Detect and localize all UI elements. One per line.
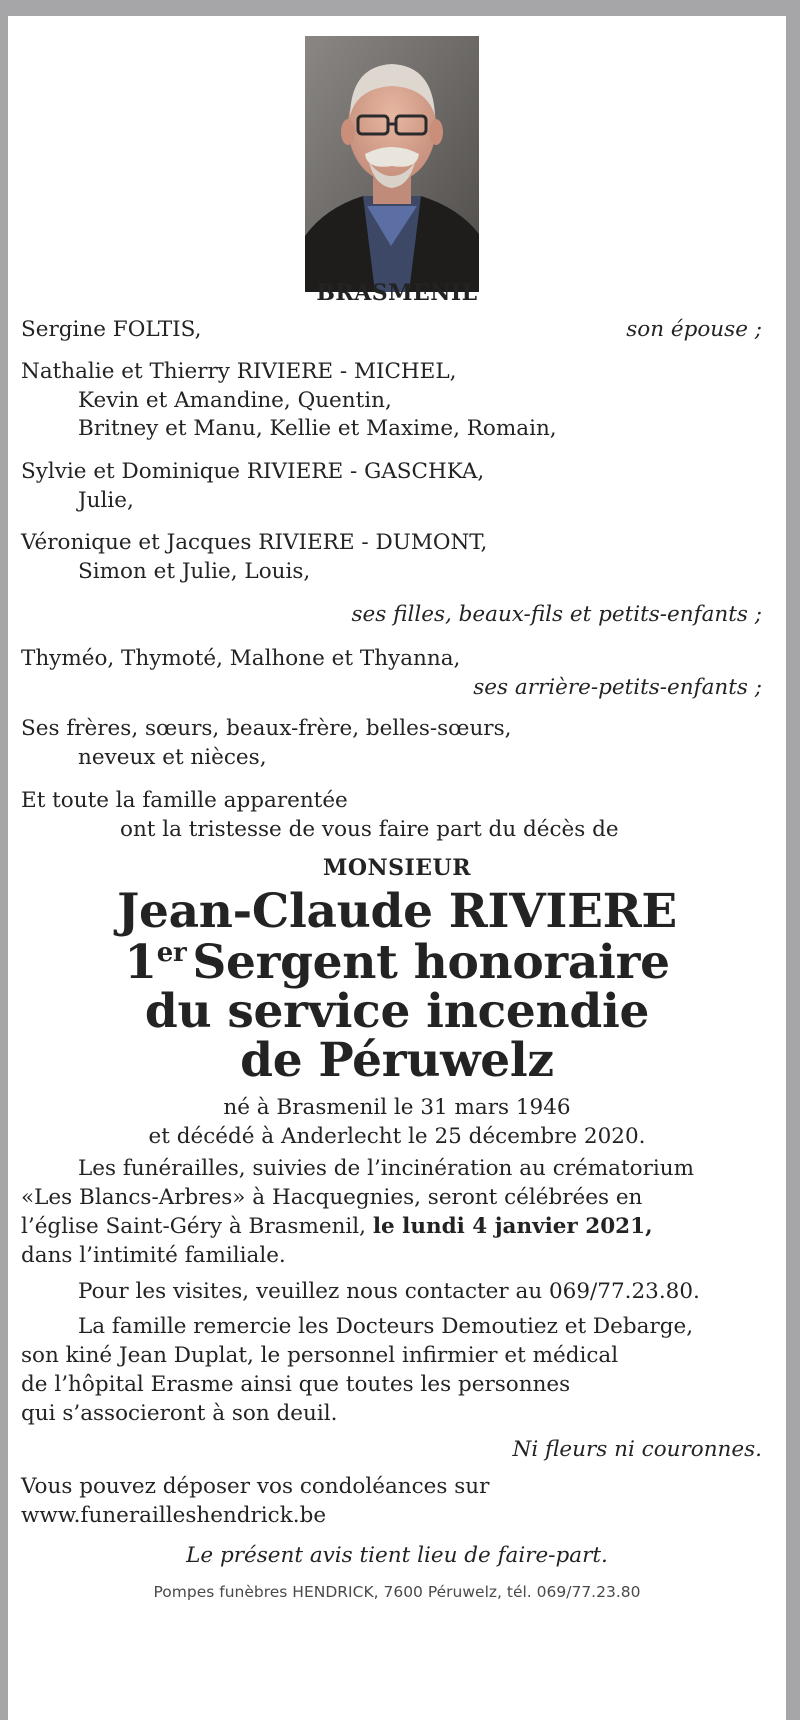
- thanks-line: qui s’associeront à son deuil.: [21, 1401, 338, 1426]
- place-heading: BRASMENIL: [316, 280, 478, 306]
- spouse-name: Sergine FOLTIS,: [21, 317, 202, 342]
- notice-line: Le présent avis tient lieu de faire-part.: [186, 1543, 608, 1568]
- no-flowers: Ni fleurs ni couronnes.: [512, 1437, 762, 1462]
- thanks-line: son kiné Jean Duplat, le personnel infirmier et médical: [21, 1343, 619, 1368]
- family-line: Véronique et Jacques RIVIERE - DUMONT,: [21, 530, 488, 555]
- deceased-rank: [8, 937, 786, 989]
- funeral-line: dans l’intimité familiale.: [21, 1243, 286, 1268]
- family-line: Kevin et Amandine, Quentin,: [78, 388, 392, 413]
- funeral-home-footer: Pompes funèbres HENDRICK, 7600 Péruwelz, tél. 069/77.23.80: [153, 1583, 641, 1601]
- family-line: Sylvie et Dominique RIVIERE - GASCHKA,: [21, 459, 485, 484]
- rank-title: Sergent honoraire: [192, 935, 670, 990]
- extended-family: Et toute la famille apparentée: [21, 788, 348, 813]
- visits-line: Pour les visites, veuillez nous contacter au 069/77.23.80.: [78, 1279, 700, 1304]
- funeral-church: l’église Saint-Géry à Brasmenil,: [21, 1214, 373, 1239]
- funeral-line: [21, 1214, 653, 1240]
- death-line: et décédé à Anderlecht le 25 décembre 2020.: [148, 1124, 646, 1149]
- thanks-line: de l’hôpital Erasme ainsi que toutes les personnes: [21, 1372, 571, 1397]
- deceased-name: Jean-Claude RIVIERE: [117, 884, 677, 939]
- funeral-line: Les funérailles, suivies de l’incinération au crématorium: [78, 1156, 694, 1181]
- siblings-line: neveux et nièces,: [78, 745, 267, 770]
- condolences-url[interactable]: www.funerailleshendrick.be: [21, 1503, 327, 1528]
- portrait-illustration: [305, 36, 479, 292]
- condolences-line: Vous pouvez déposer vos condoléances sur: [21, 1474, 490, 1499]
- great-grandchildren: Thyméo, Thymoté, Malhone et Thyanna,: [21, 646, 461, 671]
- obituary-sheet: [8, 16, 786, 1720]
- honorific: MONSIEUR: [322, 855, 472, 881]
- funeral-date: le lundi 4 janvier 2021,: [372, 1214, 653, 1239]
- children-role: ses filles, beaux-fils et petits-enfants ;: [351, 602, 762, 627]
- spouse-role: son épouse ;: [626, 317, 762, 342]
- family-line: Nathalie et Thierry RIVIERE - MICHEL,: [21, 359, 457, 384]
- deceased-service: du service incendie: [144, 984, 650, 1039]
- rank-superscript: er: [156, 938, 187, 968]
- siblings-line: Ses frères, sœurs, beaux-frère, belles-sœurs,: [21, 716, 512, 741]
- deceased-city: de Péruwelz: [240, 1033, 554, 1088]
- great-grandchildren-role: ses arrière-petits-enfants ;: [473, 675, 762, 700]
- rank-number: 1: [124, 935, 157, 990]
- announcement: ont la tristesse de vous faire part du décès de: [120, 817, 619, 842]
- birth-line: né à Brasmenil le 31 mars 1946: [223, 1095, 571, 1120]
- funeral-line: «Les Blancs-Arbres» à Hacquegnies, seront célébrées en: [21, 1185, 643, 1210]
- family-line: Julie,: [78, 488, 134, 513]
- family-line: Simon et Julie, Louis,: [78, 559, 311, 584]
- family-line: Britney et Manu, Kellie et Maxime, Romain,: [78, 416, 557, 441]
- thanks-line: La famille remercie les Docteurs Demoutiez et Debarge,: [78, 1314, 694, 1339]
- portrait-photo: [305, 36, 479, 292]
